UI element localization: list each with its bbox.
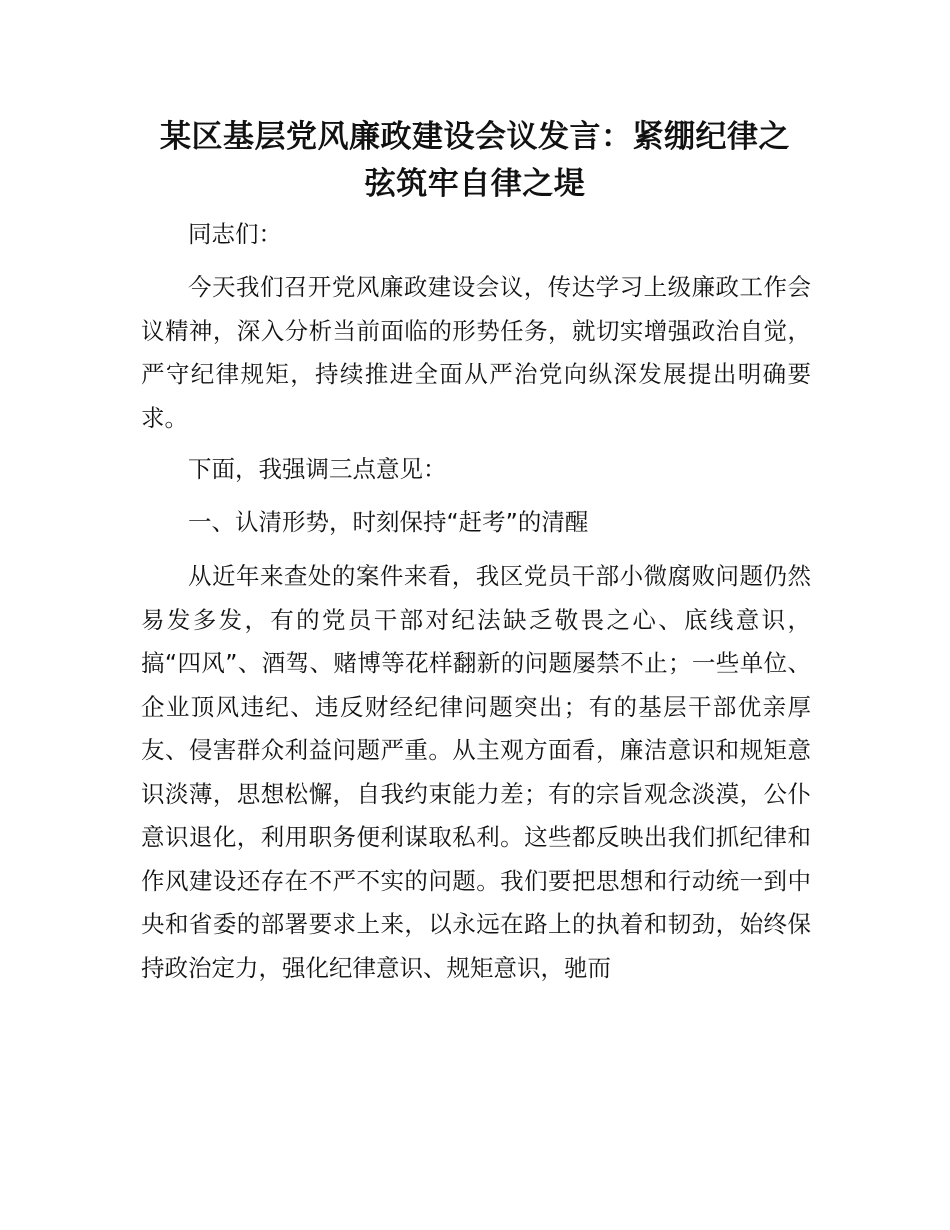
section-heading-1: 一、认清形势，时刻保持“赶考”的清醒 [188,508,589,536]
title-line-1: 某区基层党风廉政建设会议发言：紧绷纪律之 [160,119,790,155]
title-line-2: 弦筑牢自律之堤 [364,166,586,202]
section-1-paragraph: 从近年来查处的案件来看，我区党员干部小微腐败问题仍然易发多发，有的党员干部对纪法缺乏敬畏之心、底线意识，搞“四风”、酒驾、赌博等花样翻新的问题屡禁不止；一些单位、企业顶风违纪、违反财经纪律问题突出；有的基层干部优亲厚友、侵害群众利益问题严重。从主观方面看，廉洁意识和规矩意识淡薄，思想松懈，自我约束能力差；有的宗旨观念淡漠，公仆意识退化，利用职务便利谋取私利。这些都反映出我们抓纪律和作风建设还存在不严不实的问题。我们要把思想和行动统一到中央和省委的部署要求上来，以永远在路上的执着和韧劲，始终保持政治定力，强化纪律意识、规矩意识，驰而 [141,562,811,982]
intro-paragraph: 今天我们召开党风廉政建设会议，传达学习上级廉政工作会议精神，深入分析当前面临的形势任务，就切实增强政治自觉，严守纪律规矩，持续推进全面从严治党向纵深发展提出明确要求。 [141,273,811,432]
transition-paragraph: 下面，我强调三点意见： [188,455,447,483]
document-title [140,114,810,208]
salutation-paragraph: 同志们： [188,220,282,248]
